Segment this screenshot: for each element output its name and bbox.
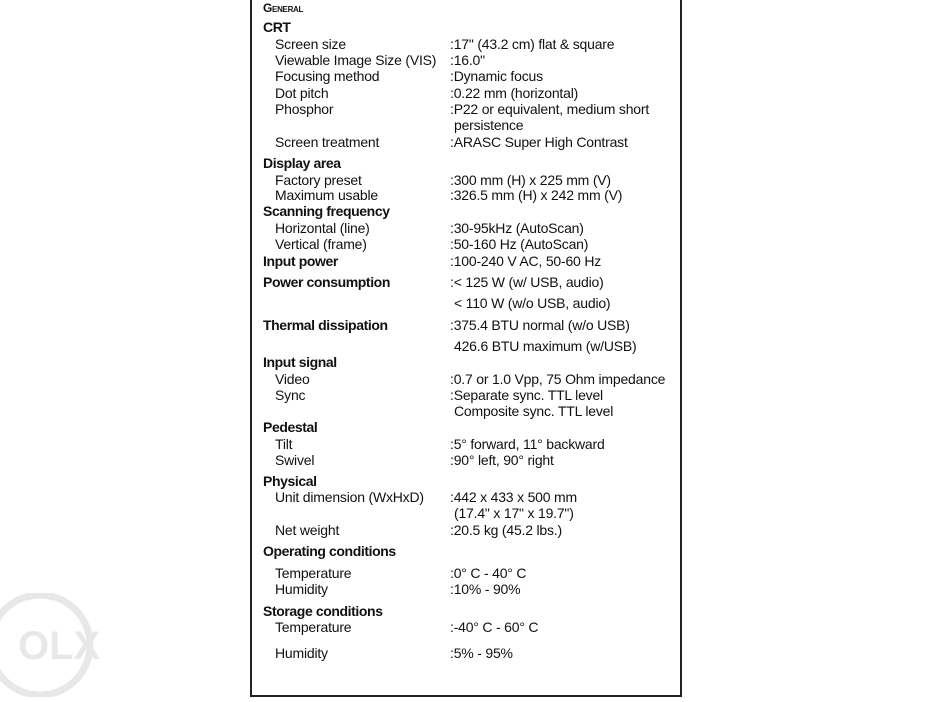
spec-row [252,68,680,85]
spec-value: :Separate sync. TTL level [450,387,603,403]
spec-value: :17" (43.2 cm) flat & square [450,36,615,52]
spec-continuation [252,505,680,522]
spec-continuation [252,338,680,355]
spec-value: < 110 W (w/o USB, audio) [454,295,611,311]
spec-row [252,619,680,636]
spec-section [252,19,680,36]
spec-value: :10% - 90% [450,581,521,597]
document-header: General [263,1,304,15]
spec-value: :326.5 mm (H) x 242 mm (V) [450,187,623,203]
spec-row [252,522,680,539]
spec-label: Screen size [275,36,346,52]
section-title: Operating conditions [263,543,396,559]
section-title: Input signal [263,354,337,370]
spec-section [252,603,680,620]
spec-section [252,203,680,220]
spec-row [252,436,680,453]
spec-row [252,36,680,53]
spec-section [252,317,680,334]
spec-label: Horizontal (line) [275,220,370,236]
spec-row [252,220,680,237]
spec-label: Net weight [275,522,340,538]
section-title: Power consumption [263,274,390,290]
spec-section [252,354,680,371]
spec-row [252,85,680,102]
spec-row [252,52,680,69]
spec-value: :5% - 95% [450,645,513,661]
spec-row [252,565,680,582]
spec-value: :50-160 Hz (AutoScan) [450,236,589,252]
spec-value: :16.0" [450,52,485,68]
spec-row [252,489,680,506]
spec-value: (17.4" x 17" x 19.7") [454,505,574,521]
spec-label: Unit dimension (WxHxD) [275,489,424,505]
spec-value: :30-95kHz (AutoScan) [450,220,584,236]
spec-value: :0° C - 40° C [450,565,527,581]
section-title: Thermal dissipation [263,317,388,333]
spec-row [252,134,680,151]
spec-label: Viewable Image Size (VIS) [275,52,437,68]
spec-label: Humidity [275,645,328,661]
spec-value: Composite sync. TTL level [454,403,614,419]
spec-section [252,543,680,560]
spec-label: Screen treatment [275,134,380,150]
section-title: Input power [263,253,338,269]
spec-section [252,253,680,270]
spec-label: Swivel [275,452,315,468]
spec-label: Maximum usable [275,187,379,203]
spec-continuation [252,403,680,420]
section-title: Storage conditions [263,603,383,619]
spec-value: :< 125 W (w/ USB, audio) [450,274,604,290]
olx-watermark [0,593,100,697]
spec-value: :0.7 or 1.0 Vpp, 75 Ohm impedance [450,371,666,387]
spec-row [252,236,680,253]
spec-value: :442 x 433 x 500 mm [450,489,577,505]
spec-value: :100-240 V AC, 50-60 Hz [450,253,602,269]
spec-label: Humidity [275,581,328,597]
section-title: Physical [263,473,317,489]
spec-section [252,419,680,436]
olx-logo-text: OLX [18,624,100,668]
section-title: Pedestal [263,419,318,435]
section-title: Display area [263,155,341,171]
spec-value: :0.22 mm (horizontal) [450,85,579,101]
olx-logo-icon [0,593,100,697]
spec-label: Temperature [275,565,352,581]
spec-continuation [252,117,680,134]
spec-value: :5° forward, 11° backward [450,436,605,452]
spec-row [252,452,680,469]
spec-row [252,187,680,204]
spec-value: :Dynamic focus [450,68,543,84]
spec-label: Sync [275,387,306,403]
spec-value: :300 mm (H) x 225 mm (V) [450,172,611,188]
spec-label: Phosphor [275,101,334,117]
spec-value: 426.6 BTU maximum (w/USB) [454,338,637,354]
spec-row [252,101,680,118]
section-title: Scanning frequency [263,203,390,219]
spec-value: :375.4 BTU normal (w/o USB) [450,317,630,333]
spec-label: Focusing method [275,68,380,84]
spec-row [252,645,680,662]
spec-value: persistence [454,117,524,133]
spec-label: Dot pitch [275,85,329,101]
spec-section [252,274,680,291]
spec-row [252,387,680,404]
spec-section [252,155,680,172]
spec-sheet [250,0,682,697]
section-title: CRT [263,19,291,35]
spec-label: Factory preset [275,172,362,188]
spec-value: :20.5 kg (45.2 lbs.) [450,522,562,538]
spec-value: :ARASC Super High Contrast [450,134,628,150]
spec-row [252,371,680,388]
spec-row [252,581,680,598]
spec-label: Temperature [275,619,352,635]
spec-label: Tilt [275,436,293,452]
spec-continuation [252,295,680,312]
spec-value: :P22 or equivalent, medium short [450,101,650,117]
spec-label: Video [275,371,310,387]
spec-value: :90° left, 90° right [450,452,554,468]
spec-section [252,473,680,490]
spec-value: :-40° C - 60° C [450,619,539,635]
spec-label: Vertical (frame) [275,236,367,252]
spec-list [252,0,680,695]
